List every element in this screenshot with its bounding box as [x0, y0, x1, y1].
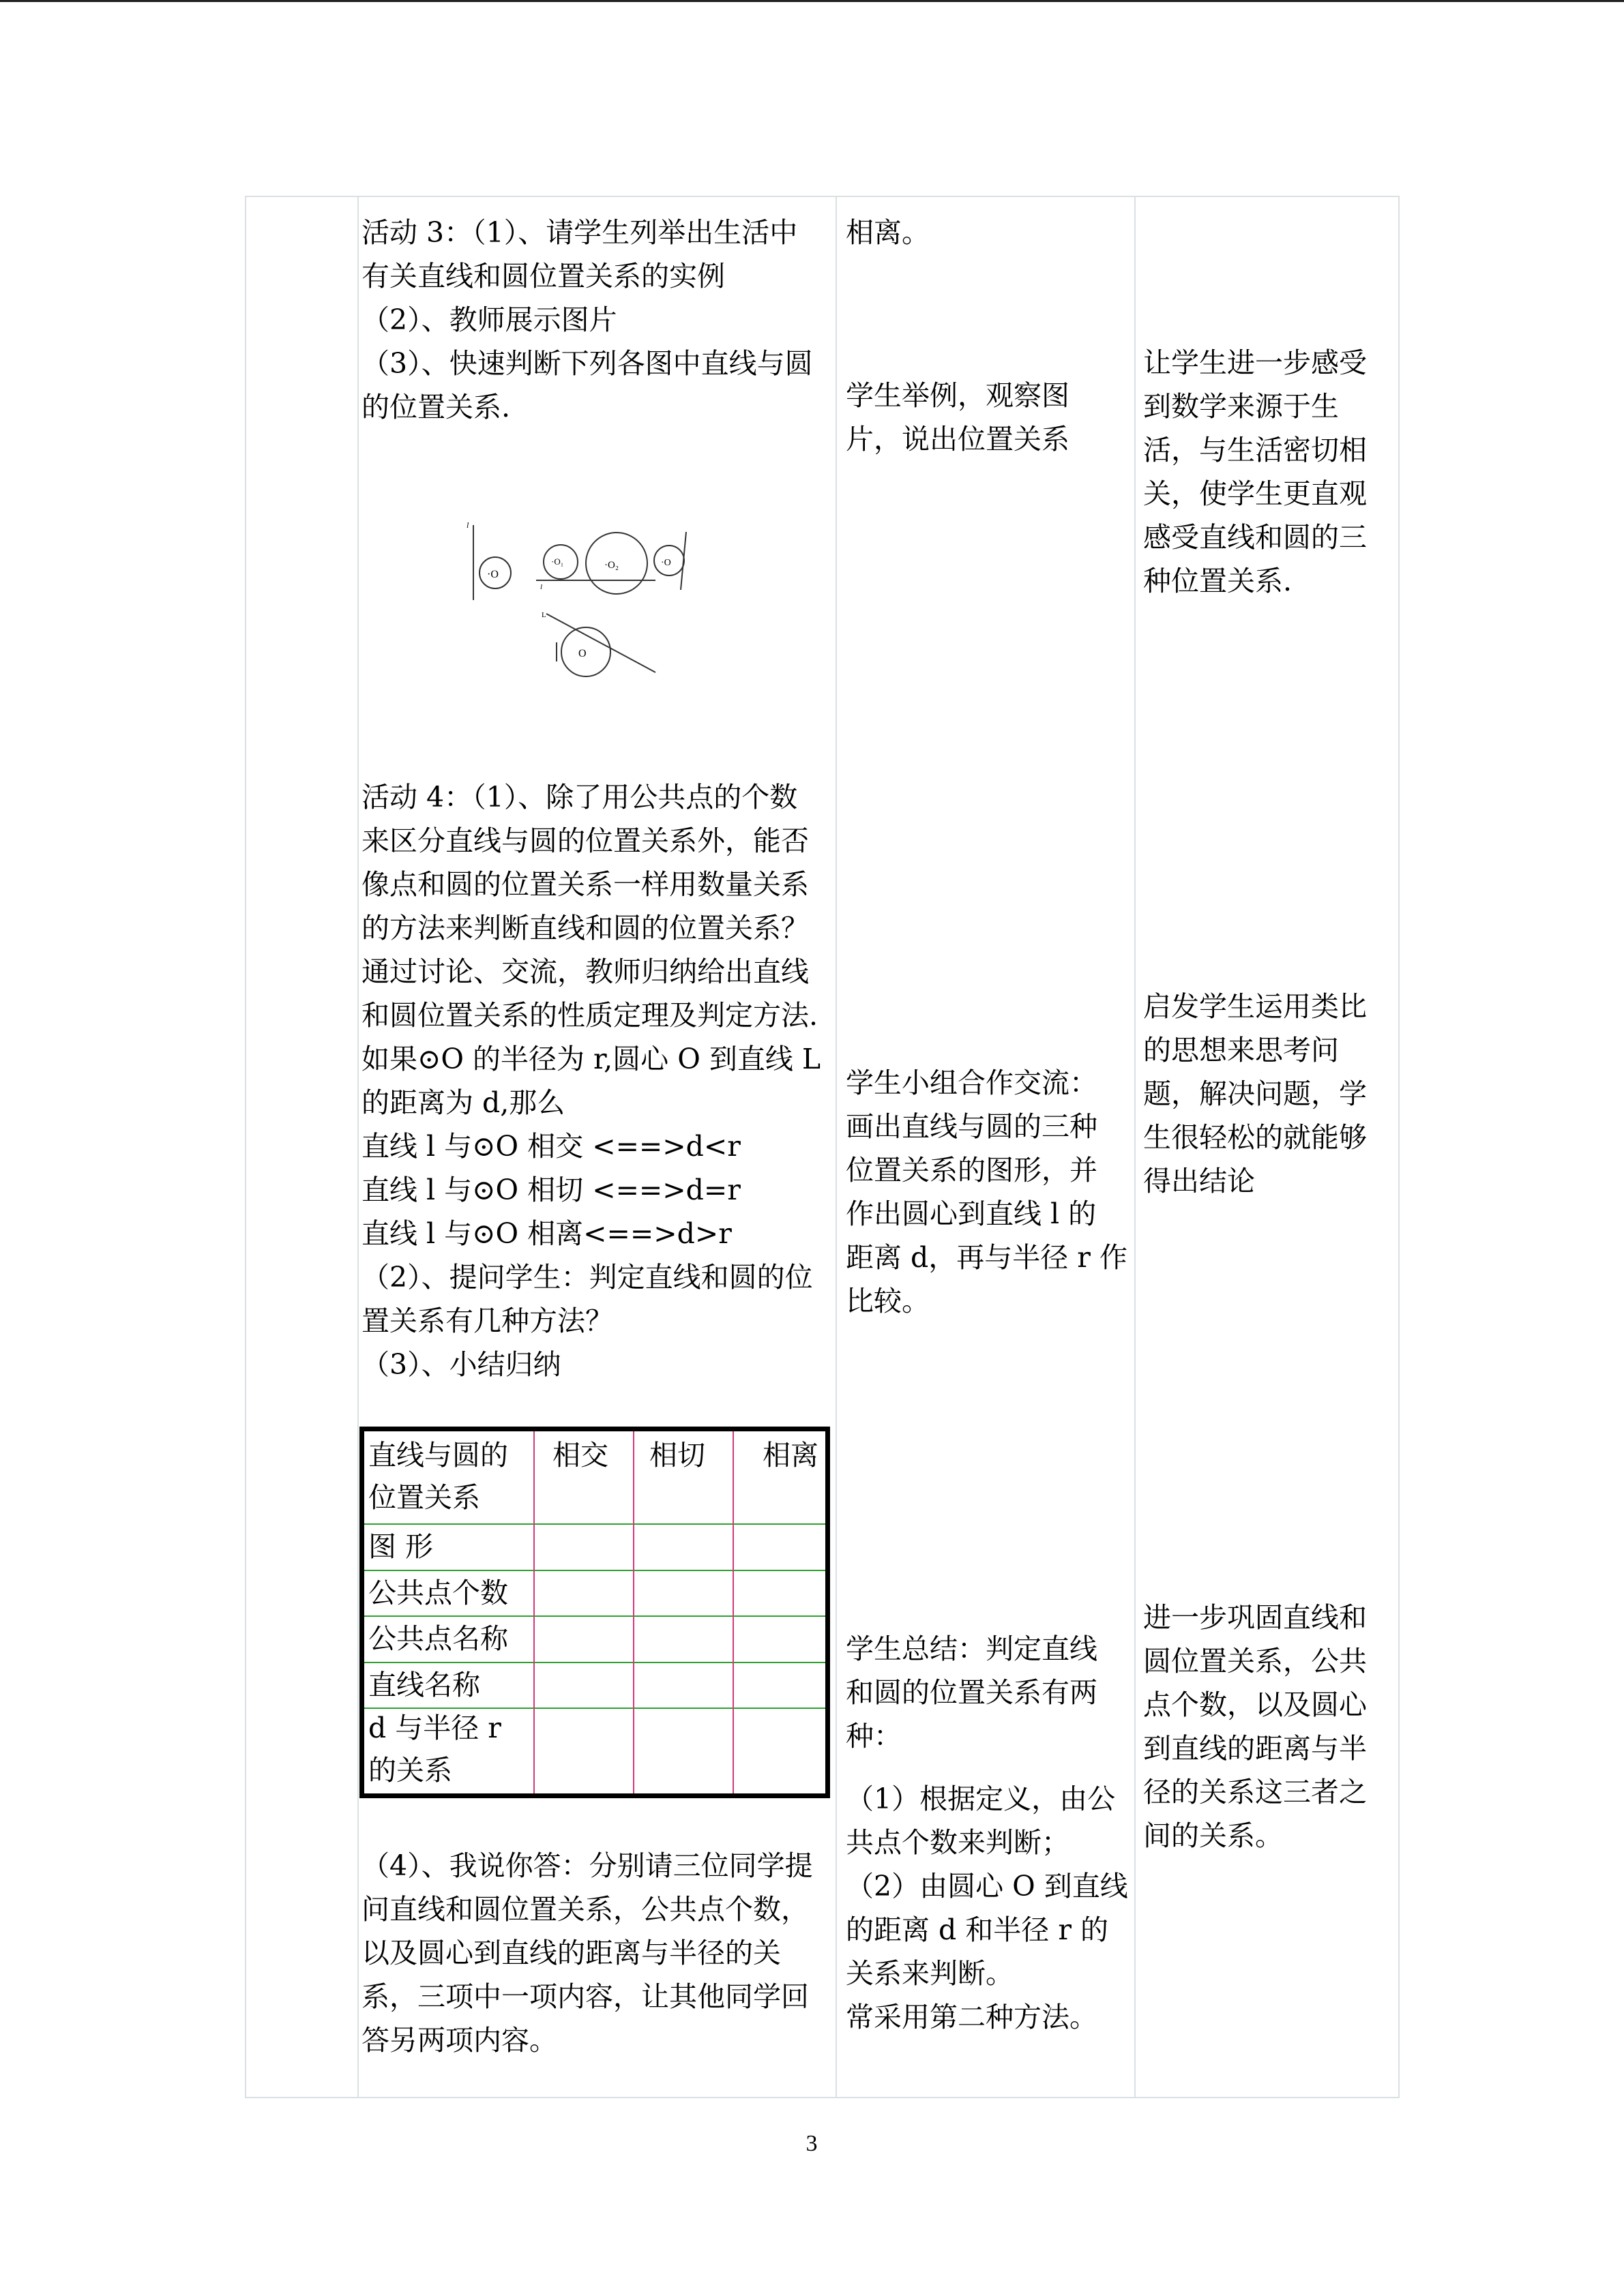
summary-header-intersect: 相交 [552, 1439, 608, 1472]
summary-row-divider [364, 1662, 825, 1663]
svg-text:·O: ·O [661, 558, 671, 568]
summary-header-tangent: 相切 [649, 1439, 705, 1472]
summary-col-divider [733, 1431, 734, 1793]
summary-row-divider [364, 1615, 825, 1617]
svg-text:L: L [542, 611, 546, 619]
summary-row-divider [364, 1523, 825, 1525]
intent-block-1: 让学生进一步感受 到数学来源于生 活，与生活密切相 关，使学生更直观 感受直线和圆的三 种位置关系. [1143, 346, 1367, 597]
summary-header-relation: 直线与圆的 位置关系 [368, 1439, 508, 1514]
summary-row-label: 公共点个数 [368, 1577, 508, 1609]
summary-col-divider [533, 1431, 535, 1793]
student-block-2: 学生举例，观察图 片，说出位置关系 [846, 379, 1069, 456]
column-divider [1134, 197, 1136, 2097]
summary-col-divider [633, 1431, 634, 1793]
line-circle-figure [461, 518, 700, 682]
summary-row-label: 图 形 [368, 1530, 434, 1563]
student-block-3: 学生小组合作交流： 画出直线与圆的三种 位置关系的图形，并 作出圆心到直线 l 的 距离 d，再与半径 r 作 比较。 [846, 1067, 1127, 1317]
activity-4-part-4-text: （4）、我说你答：分别请三位同学提 问直线和圆位置关系，公共点个数， 以及圆心到直线的距离与半径的关 系，三项中一项内容，让其他同学回 答另两项内容。 [361, 1849, 813, 2057]
activity-3-text: 活动 3：（1）、请学生列举出生活中 有关直线和圆位置关系的实例 （2）、教师展示图片 （3）、快速判断下列各图中直线与圆 的位置关系. [361, 216, 813, 423]
column-divider [357, 197, 359, 2097]
summary-row-label: 直线名称 [368, 1669, 480, 1701]
student-block-4: 学生总结：判定直线 和圆的位置关系有两 种： （1）根据定义，由公 共点个数来判断； （2）由圆心 O 到直线 的距离 d 和半径 r 的 关系来判断。 常采用第二种方法。 [846, 1632, 1128, 2033]
line-3 [681, 532, 686, 590]
intent-block-3: 进一步巩固直线和 圆位置关系，公共 点个数，以及圆心 到直线的距离与半 径的关系这三者之 间的关系。 [1143, 1601, 1367, 1852]
summary-row-label: 公共点名称 [368, 1622, 508, 1655]
summary-row-label: d 与半径 r 的关系 [368, 1712, 501, 1787]
svg-text:l: l [467, 520, 469, 530]
svg-text:·O₁: ·O₁ [551, 556, 564, 567]
summary-row-divider [364, 1570, 825, 1571]
top-border-line [0, 0, 1624, 2]
summary-table [359, 1427, 830, 1798]
svg-text:O: O [578, 648, 587, 659]
intent-block-2: 启发学生运用类比 的思想来思考问 题，解决问题，学 生很轻松的就能够 得出结论 [1143, 990, 1367, 1197]
summary-header-separate: 相离 [763, 1439, 818, 1472]
svg-text:l: l [540, 583, 543, 591]
page-number: 3 [806, 2131, 818, 2156]
student-block-1: 相离。 [846, 216, 930, 249]
activity-4-text: 活动 4：（1）、除了用公共点的个数 来区分直线与圆的位置关系外，能否 像点和圆的位置关系一样用数量关系 的方法来判断直线和圆的位置关系？ 通过讨论、交流，教师归纳给出直线 和圆位置关系的性质定理及判定方法. 如果⊙O 的半径为 r,圆心 O 到直线 L 的距离为 d,那么 直线 l 与⊙O 相交 <==>d<r 直线 l 与⊙O 相切 <==>d=r 直线 l 与⊙O 相离<==>d>r （2）、提问学生：判定直线和圆的位 置关系有几种方法？ （3）、小结归纳 [361, 781, 821, 1381]
svg-text:·O₂: ·O₂ [604, 560, 619, 571]
svg-text:·O: ·O [487, 569, 499, 580]
